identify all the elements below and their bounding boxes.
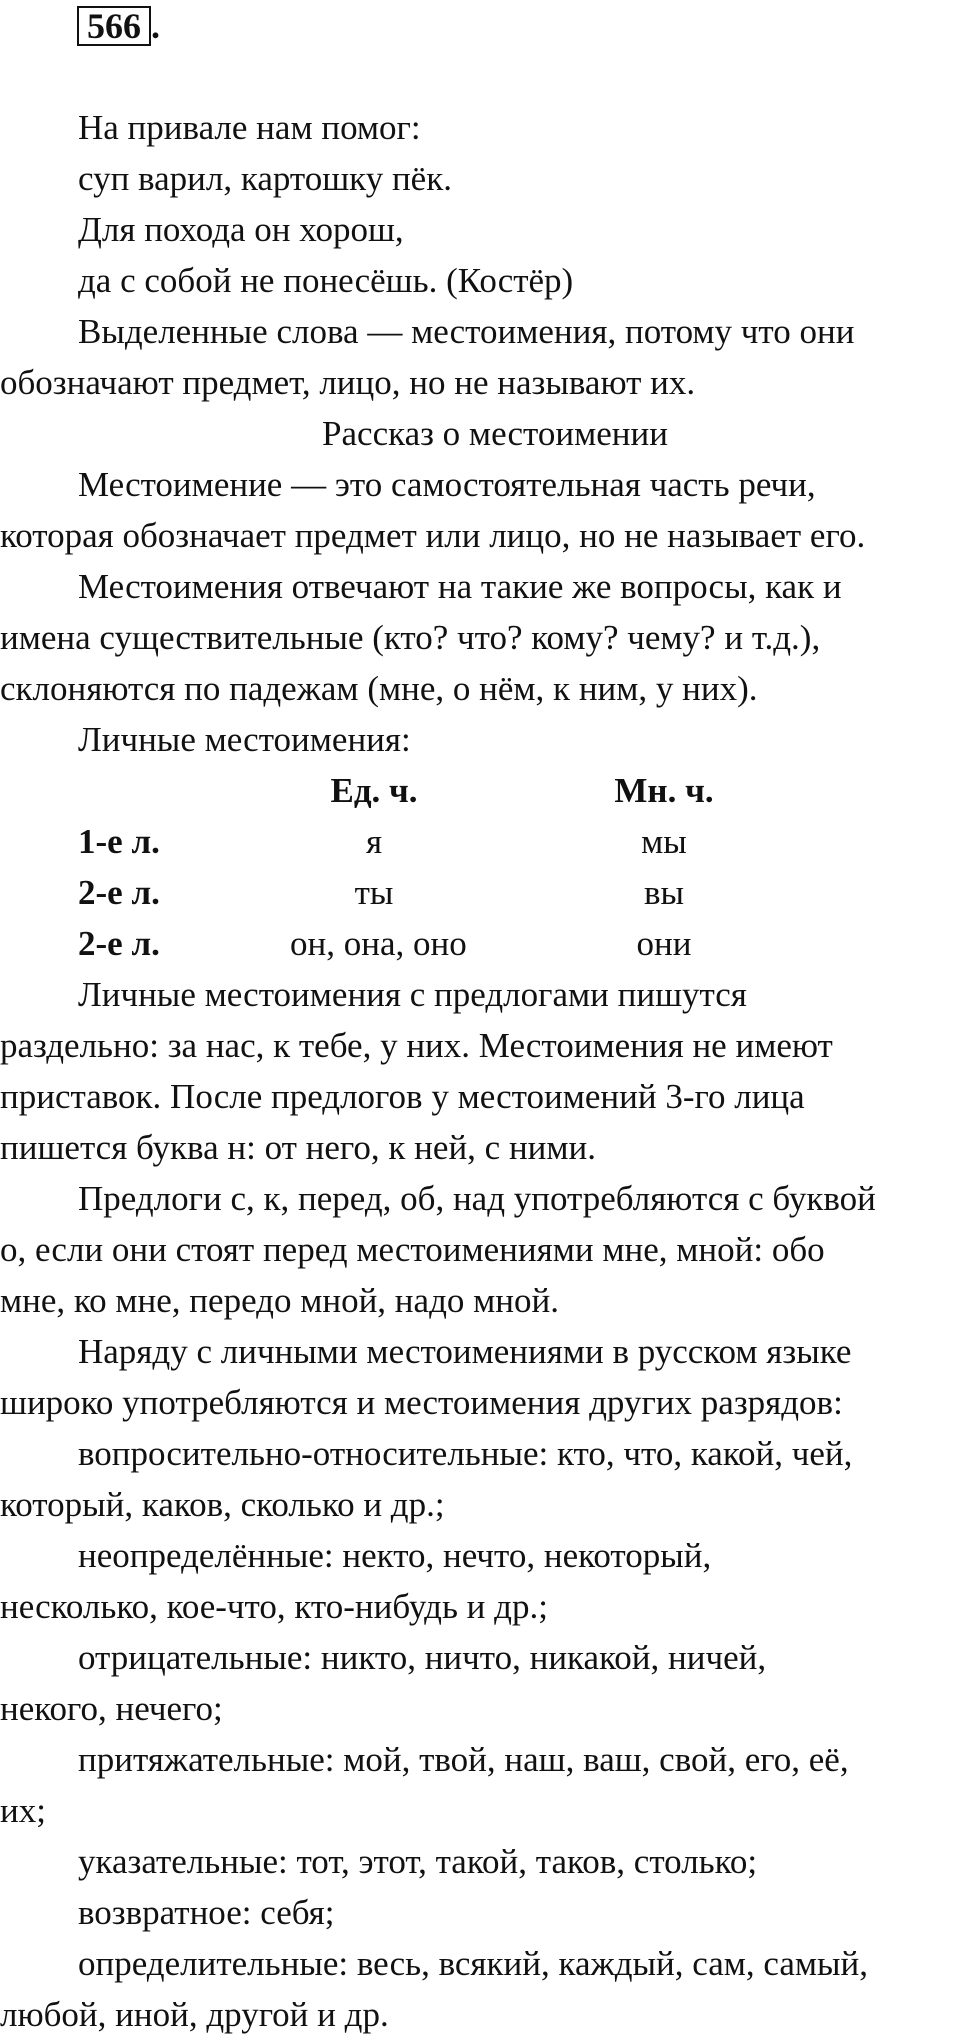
category-indefinite-cont: несколько, кое-что, кто-нибудь и др.; [0, 1587, 548, 1626]
category-demonstrative: указательные: тот, этот, такой, таков, столько; [78, 1842, 758, 1881]
pronoun-table-header [0, 765, 960, 816]
pronoun-table-row [0, 918, 960, 969]
category-interrogative-cont: который, каков, сколько и др.; [0, 1485, 445, 1524]
category-possessive: притяжательные: мой, твой, наш, ваш, свой, его, её, [78, 1740, 849, 1779]
category-possessive-cont: их; [0, 1791, 46, 1830]
category-attributive: определительные: весь, всякий, каждый, сам, самый, [78, 1944, 869, 1983]
text-body [0, 102, 960, 2040]
category-reflexive: возвратное: себя; [78, 1893, 335, 1932]
pronoun-table-row [0, 816, 960, 867]
category-interrogative: вопросительно-относительные: кто, что, какой, чей, [78, 1434, 853, 1473]
explanation-line: обозначают предмет, лицо, но не называют их. [0, 363, 696, 402]
riddle-line: На привале нам помог: [78, 108, 421, 147]
other-types-line: широко употребляются и местоимения других разрядов: [0, 1383, 843, 1422]
letter-o-line: мне, ко мне, передо мной, надо мной. [0, 1281, 559, 1320]
exercise-number-dot: . [151, 6, 160, 46]
row-singular: я [365, 822, 383, 861]
row-plural: мы [641, 822, 687, 861]
letter-o-line: Предлоги с, к, перед, об, над употребляются с буквой [78, 1179, 876, 1218]
row-person: 2-е л. [78, 873, 160, 912]
questions-line: имена существительные (кто? что? кому? чему? и т.д.), [0, 618, 821, 657]
header-plural: Мн. ч. [614, 771, 714, 810]
letter-o-line: о, если они стоят перед местоимениями мне, мной: обо [0, 1230, 825, 1269]
header-singular: Ед. ч. [330, 771, 418, 810]
explanation-line: Выделенные слова — местоимения, потому что они [78, 312, 855, 351]
definition-line: Местоимение — это самостоятельная часть речи, [78, 465, 816, 504]
prepositions-line: раздельно: за нас, к тебе, у них. Местоимения не имеют [0, 1026, 833, 1065]
questions-line: Местоимения отвечают на такие же вопросы, как и [78, 567, 842, 606]
riddle-line: суп варил, картошку пёк. [78, 159, 452, 198]
prepositions-line: приставок. После предлогов у местоимений 3-го лица [0, 1077, 805, 1116]
row-singular: он, она, оно [290, 924, 467, 963]
questions-line: склоняются по падежам (мне, о нём, к ним, у них). [0, 669, 758, 708]
riddle-line: Для похода он хорош, [78, 210, 404, 249]
definition-line: которая обозначает предмет или лицо, но не называет его. [0, 516, 866, 555]
row-plural: они [636, 924, 692, 963]
category-indefinite: неопределённые: некто, нечто, некоторый, [78, 1536, 712, 1575]
story-title: Рассказ о местоимении [322, 414, 668, 453]
prepositions-line: пишется буква н: от него, к ней, с ними. [0, 1128, 597, 1167]
row-plural: вы [643, 873, 685, 912]
row-person: 1-е л. [78, 822, 160, 861]
other-types-line: Наряду с личными местоимениями в русском языке [78, 1332, 852, 1371]
exercise-number [77, 6, 160, 46]
personal-pronouns-intro: Личные местоимения: [78, 720, 411, 759]
riddle-line: да с собой не понесёшь. (Костёр) [78, 261, 574, 300]
pronoun-table-row [0, 867, 960, 918]
category-attributive-cont: любой, иной, другой и др. [0, 1995, 389, 2034]
category-negative: отрицательные: никто, ничто, никакой, ничей, [78, 1638, 767, 1677]
category-negative-cont: некого, нечего; [0, 1689, 223, 1728]
row-person: 2-е л. [78, 924, 160, 963]
row-singular: ты [354, 873, 394, 912]
exercise-number-box: 566 [77, 6, 151, 46]
prepositions-line: Личные местоимения с предлогами пишутся [78, 975, 747, 1014]
